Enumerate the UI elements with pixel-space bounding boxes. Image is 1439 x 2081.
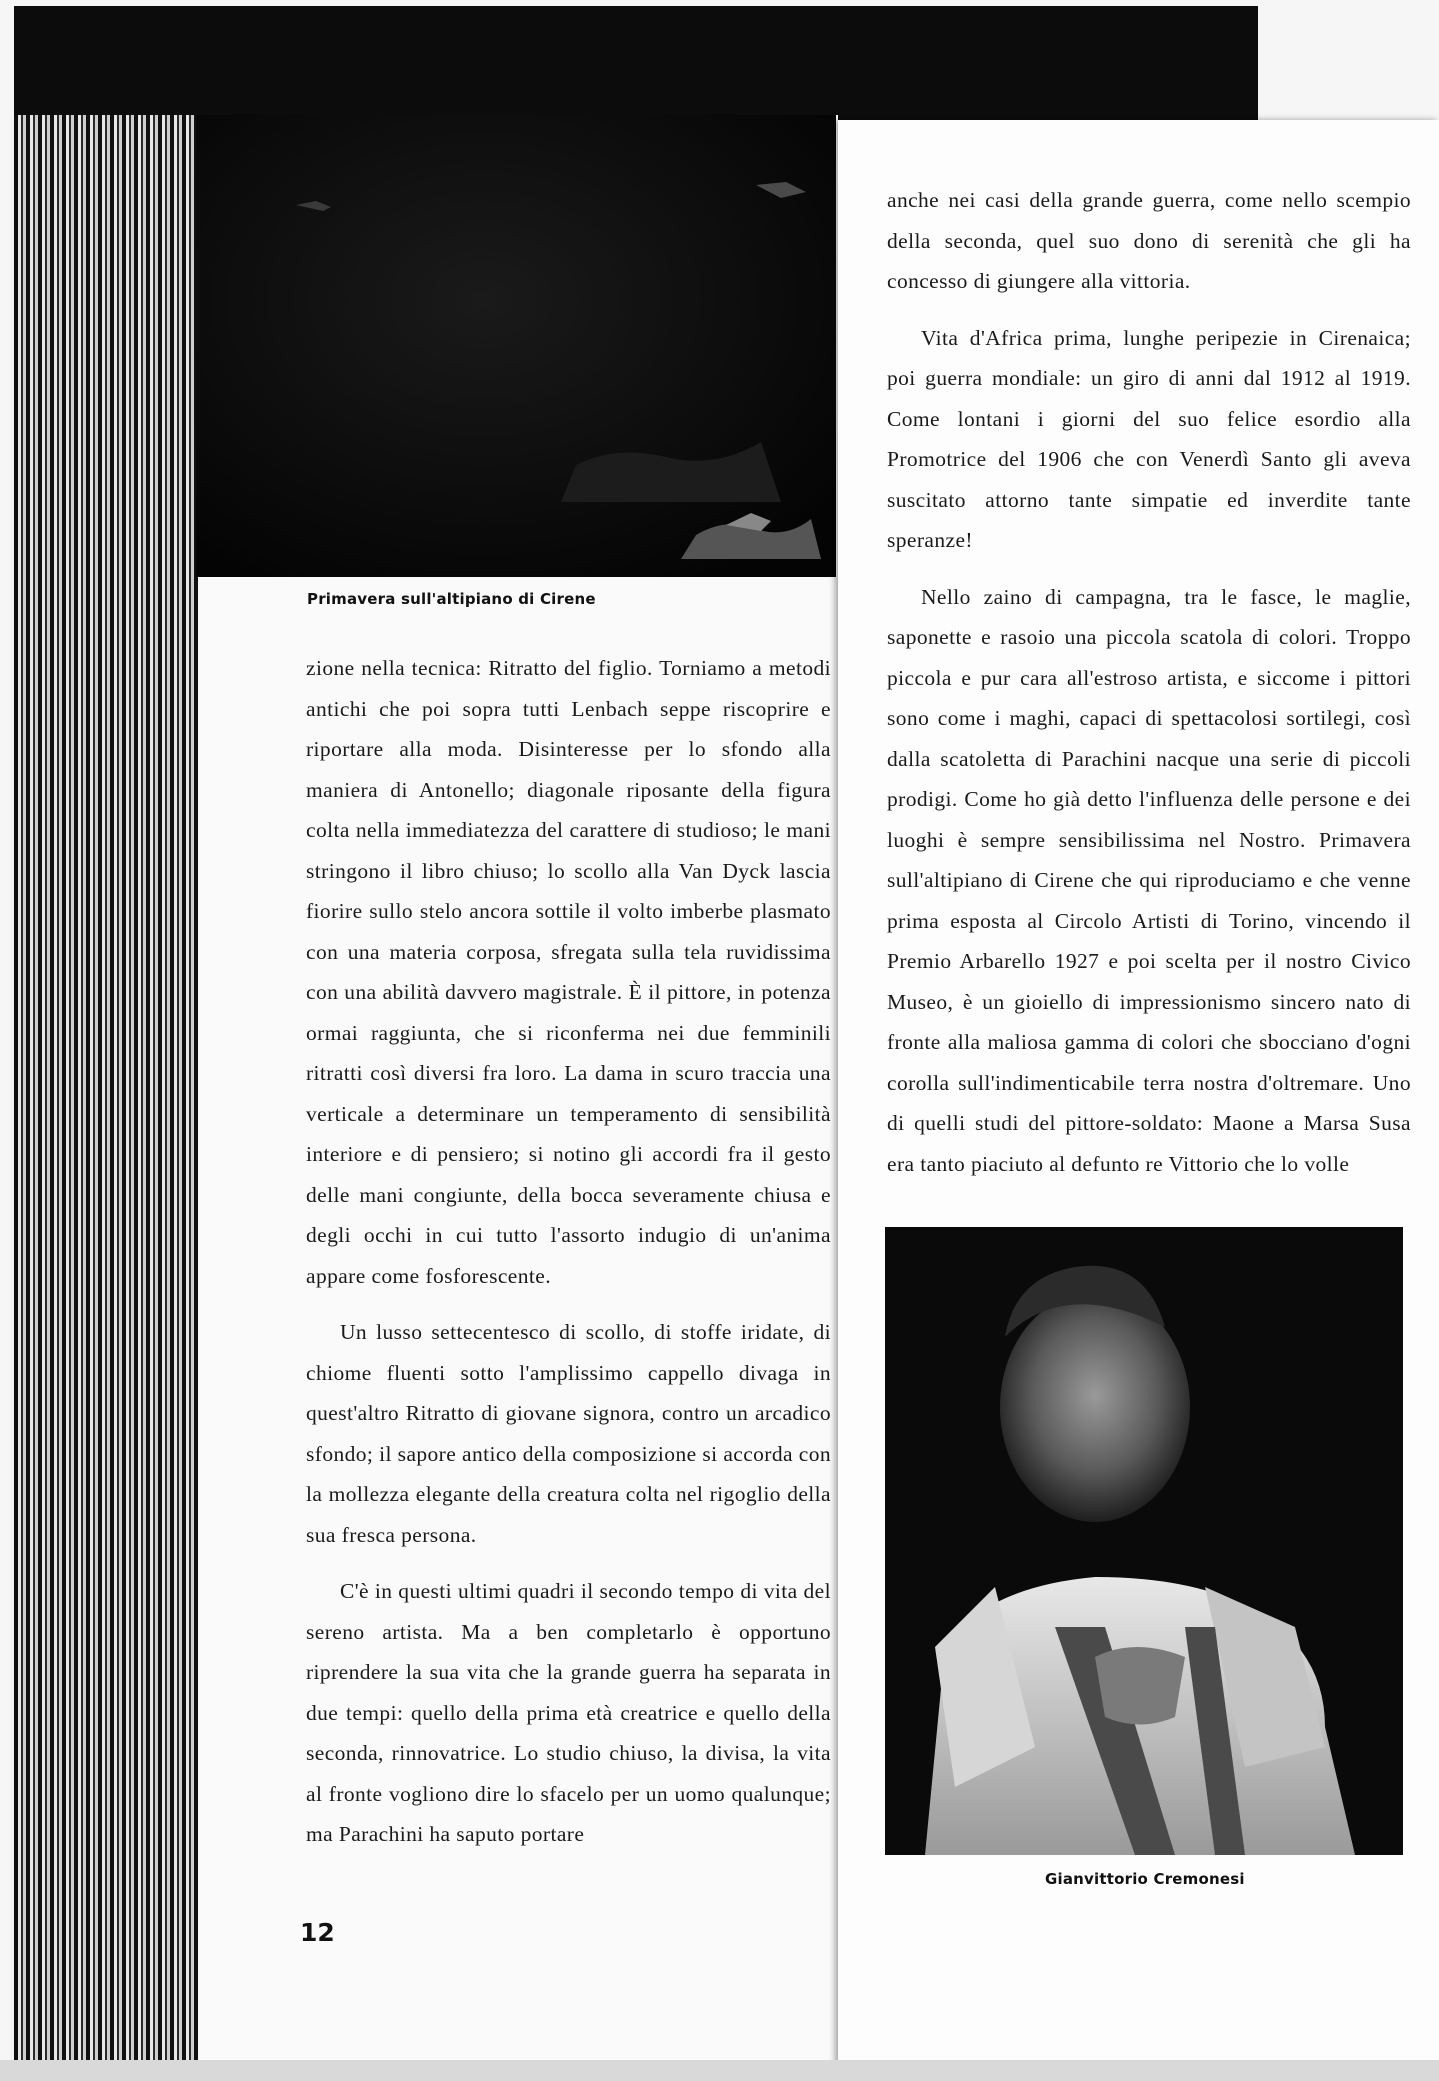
book-page-edges [14,115,204,2065]
right-paragraph-1: anche nei casi della grande guerra, come nello scempio della seconda, quel suo dono di serenità che gli ha concesso di giungere alla vittoria. [887,188,1411,293]
right-paragraph-3: Nello zaino di campagna, tra le fasce, le maglie, saponette e rasoio una piccola scatola di colori. Troppo piccola e pur cara all'estroso artista, e siccome i pittori sono come i maghi, capaci di spettacolosi sortilegi, così dalla scatoletta di Parachini nacque una serie di piccoli prodigi. Come ho già detto l'influenza delle persone e dei luoghi è sempre sensibilissima nel Nostro. Primavera sull'altipiano di Cirene che qui riproduciamo e che venne prima esposta al Circolo Artisti di Torino, vincendo il Premio Arbarello 1927 e poi scelta per il nostro Civico Museo, è un gioiello di impressionismo sincero nato di fronte alla maliosa gamma di colori che sbocciano d'ogni corolla sull'indimenticabile terra nostra d'oltremare. Uno di quelli studi del pittore-soldato: Maone a Marsa Susa era tanto piaciuto al defunto re Vittorio che lo volle [887,584,1411,1176]
bottom-photo-caption: Gianvittorio Cremonesi [1045,1870,1245,1888]
left-paragraph-2: Un lusso settecentesco di scollo, di stoffe iridate, di chiome fluenti sotto l'amplissimo cappello divaga in quest'altro Ritratto di giovane signora, contro un arcadico sfondo; il sapore antico della composizione si accorda con la mollezza elegante della creatura colta nel rigoglio della sua fresca persona. [306,1320,831,1547]
right-text-column [887,180,1411,1200]
dark-scan-border [14,6,1258,126]
left-paragraph-3: C'è in questi ultimi quadri il secondo tempo di vita del sereno artista. Ma a ben completarlo è opportuno riprendere la sua vita che la grande guerra ha separata in due tempi: quello della prima età creatrice e quello della seconda, rinnovatrice. Lo studio chiuso, la divisa, la vita al fronte vogliono dire lo sfacelo per un uomo qualunque; ma Parachini ha saputo portare [306,1579,831,1846]
bottom-scan-border [0,2060,1439,2081]
left-text-column [306,648,831,1871]
painting-primavera-image [196,115,836,577]
top-photo-caption: Primavera sull'altipiano di Cirene [307,590,596,608]
portrait-painting-image [885,1227,1403,1855]
page-number: 12 [300,1918,335,1947]
right-paragraph-2: Vita d'Africa prima, lunghe peripezie in Cirenaica; poi guerra mondiale: un giro di anni dal 1912 al 1919. Come lontani i giorni del suo felice esordio alla Promotrice del 1906 che con Venerdì Santo gli aveva suscitato attorno tante simpatie ed inverdite tante speranze! [887,325,1411,552]
left-paragraph-1: zione nella tecnica: Ritratto del figlio. Torniamo a metodi antichi che poi sopra tutti Lenbach seppe riscoprire e riportare alla moda. Disinteresse per lo sfondo alla maniera di Antonello; diagonale riposante della figura colta nella immediatezza del carattere di studioso; le mani stringono il libro chiuso; lo scollo alla Van Dyck lascia fiorire sullo stelo ancora sottile il volto imberbe plasmato con una materia corposa, sfregata sulla tela ruvidissima con una abilità davvero magistrale. È il pittore, in potenza ormai raggiunta, che si riconferma nei due femminili ritratti così diversi fra loro. La dama in scuro traccia una verticale a determinare un temperamento di sensibilità interiore e di pensiero; si notino gli accordi fra il gesto delle mani congiunte, della bocca severamente chiusa e degli occhi in cui tutto l'assorto indugio di un'anima appare come fosforescente. [306,656,831,1288]
